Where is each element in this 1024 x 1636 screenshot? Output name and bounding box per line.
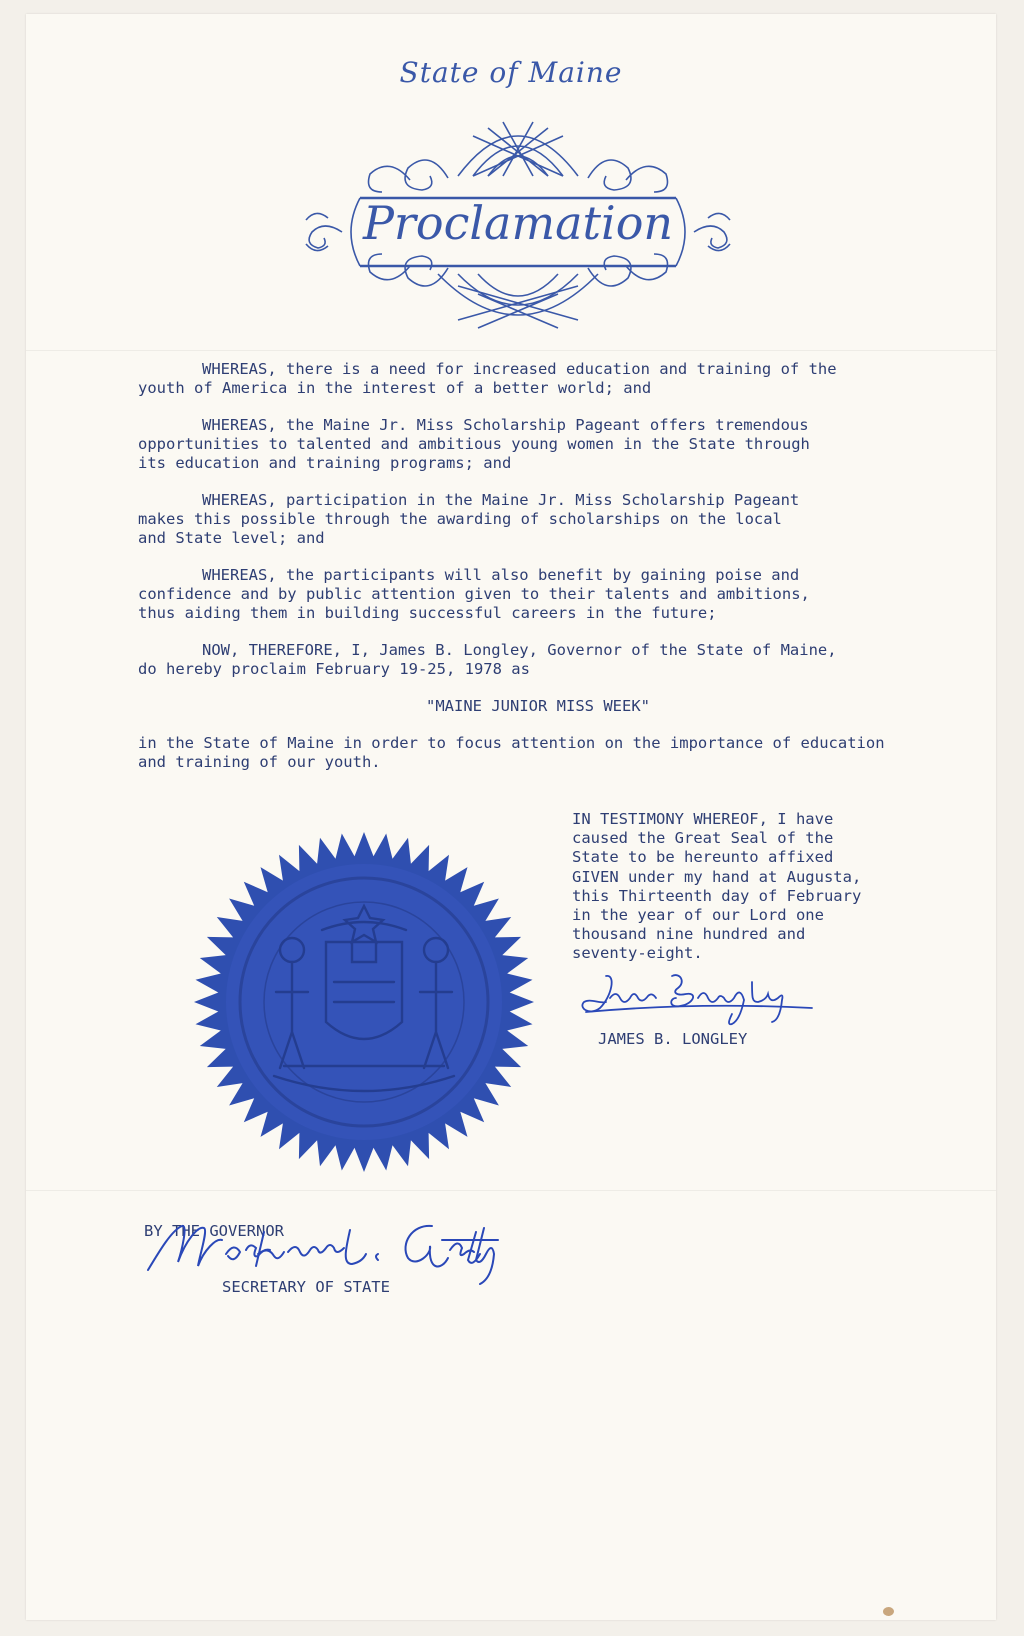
state-title: State of Maine xyxy=(399,56,623,89)
fold-line xyxy=(26,1190,996,1191)
whereas-paragraph: WHEREAS, participation in the Maine Jr. Miss Scholarship Pageant makes this possible through the awarding of scholarships on the local and State level; and xyxy=(138,491,800,547)
secretary-of-state-title: SECRETARY OF STATE xyxy=(222,1278,390,1296)
proclamation-body xyxy=(138,360,938,772)
document-sheet xyxy=(26,14,996,1620)
closing-paragraph: in the State of Maine in order to focus attention on the importance of education and training of our youth. xyxy=(138,734,885,771)
great-seal-of-maine-icon xyxy=(191,829,537,1175)
whereas-paragraph: WHEREAS, there is a need for increased education and training of the youth of America in the interest of a better world; and xyxy=(138,360,837,397)
governor-name: JAMES B. LONGLEY xyxy=(598,1030,748,1048)
governor-signature xyxy=(576,968,816,1028)
paper-stain xyxy=(883,1607,894,1616)
great-seal xyxy=(191,829,537,1175)
by-the-governor-line: BY THE GOVERNOR xyxy=(144,1222,284,1240)
proclaimed-week-title: "MAINE JUNIOR MISS WEEK" xyxy=(426,697,650,715)
whereas-paragraph: WHEREAS, the participants will also benefit by gaining poise and confidence and by public attention given to their talents and ambitions, thus aiding them in building successful careers in the future; xyxy=(138,566,810,622)
therefore-paragraph: NOW, THEREFORE, I, James B. Longley, Governor of the State of Maine, do hereby proclaim February 19-25, 1978 as xyxy=(138,641,837,678)
governor-signature-icon xyxy=(576,968,816,1028)
proclamation-title: Proclamation xyxy=(362,196,674,250)
whereas-paragraph: WHEREAS, the Maine Jr. Miss Scholarship Pageant offers tremendous opportunities to talented and ambitious young women in the State through its education and training programs; and xyxy=(138,416,810,472)
testimony-block: IN TESTIMONY WHEREOF, I have caused the Great Seal of the State to be hereunto affixed GIVEN under my hand at Augusta, this Thirteenth day of February in the year of our Lord one thousand nine hundred and seventy-eight. xyxy=(572,810,862,963)
proclamation-emblem xyxy=(298,106,738,346)
fold-line xyxy=(26,350,996,351)
